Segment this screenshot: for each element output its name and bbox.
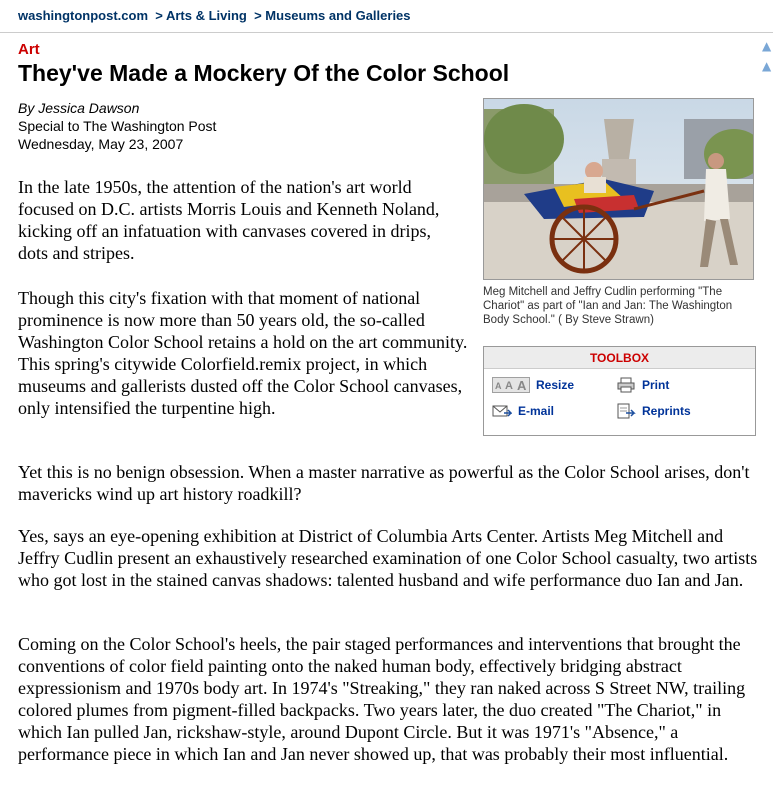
article-headline: They've Made a Mockery Of the Color School [18,60,510,86]
arrow-up-icon[interactable]: ▲ [762,59,772,73]
email-label: E-mail [518,404,555,418]
breadcrumb [18,8,411,23]
breadcrumb-site-link[interactable]: washingtonpost.com [18,8,148,23]
svg-text:A: A [505,380,513,392]
byline-date: Wednesday, May 23, 2007 [18,136,184,152]
toolbox [483,346,756,436]
printer-icon [616,377,636,393]
article-paragraph: Yet this is no benign obsession. When a master narrative as powerful as the Color School arises, don't mavericks wind up art history roadkill? [18,462,750,504]
photo-credit: ( By Steve Strawn) [558,314,654,326]
article-paragraph: In the late 1950s, the attention of the nation's art world focused on D.C. artists Morris Louis and Kenneth Noland, kicking off an infatuation with canvases covered in drips, dots and stripes. [18,177,440,263]
resize-button[interactable] [492,377,574,393]
reprints-label: Reprints [642,404,691,418]
breadcrumb-subsection-link[interactable]: > Museums and Galleries [254,8,411,23]
resize-label: Resize [536,378,575,392]
photo-illustration [484,99,754,280]
resize-icon [492,377,527,393]
arrow-up-icon[interactable]: ▲ [762,39,772,53]
breadcrumb-section-link[interactable]: > Arts & Living [155,8,247,23]
photo-caption [483,285,758,327]
article-paragraph: Though this city's fixation with that moment of national prominence is now more than 50 years old, the so-called Washington Color School retains a hold on the art community. This spring's citywide Colorfield.remix project, in which museums and gallerists dusted off the Color School canvases, only intensified the turpentine high. [18,288,468,418]
top-divider [0,32,773,33]
reprints-icon [616,403,636,419]
scroll-arrows[interactable] [762,36,773,136]
toolbox-title: TOOLBOX [484,347,755,369]
caption-text: Meg Mitchell and Jeffry Cudlin performing "The Chariot" as part of "Ian and Jan: The Washington Body School." [483,286,733,326]
byline-author: By Jessica Dawson [18,100,140,116]
svg-text:A: A [495,381,502,391]
byline-affiliation: Special to The Washington Post [18,118,217,134]
article-photo[interactable] [483,98,754,280]
article-paragraph: Yes, says an eye-opening exhibition at District of Columbia Arts Center. Artists Meg Mitchell and Jeffry Cudlin present an exhaustively researched examination of one Color School casualty, two artists who got lost in the stained canvas shadows: talented husband and wife performance duo Ian and Jan. [18,526,758,590]
reprints-button[interactable] [616,403,691,419]
svg-text:A: A [517,378,527,393]
print-label: Print [642,378,670,392]
article-kicker[interactable]: Art [18,41,40,58]
print-button[interactable] [616,377,669,393]
email-button[interactable] [492,403,554,419]
byline [18,99,216,153]
email-icon [492,403,512,419]
article-paragraph: Coming on the Color School's heels, the pair staged performances and interventions that brought the conventions of color field painting onto the naked human body, effectively bridging abstract expressionism and 1970s body art. In 1974's "Streaking," they ran naked across S Street NW, trailing colored plumes from pigment-filled backpacks. Two years later, the duo created "The Chariot," in which Ian pulled Jan, rickshaw-style, around Dupont Circle. But it was 1971's "Absence," a performance piece in which Ian and Jan never showed up, that was probably their most influential. [18,634,746,764]
